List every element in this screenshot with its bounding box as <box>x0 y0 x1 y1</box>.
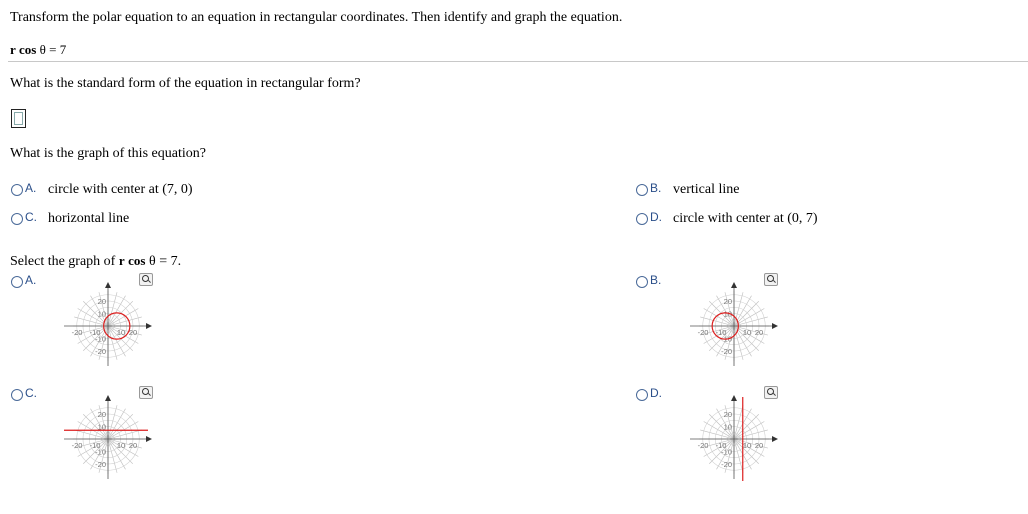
axis-tick-label: 20 <box>723 297 732 306</box>
axis-tick-label: 20 <box>754 328 764 337</box>
axis-tick-label: 10 <box>723 422 732 432</box>
axis-tick-label: 10 <box>742 441 752 450</box>
axis-tick-label: 20 <box>97 410 106 419</box>
graph-c[interactable] <box>60 393 156 483</box>
graph-a[interactable] <box>60 280 156 370</box>
graph-c-letter: C. <box>25 386 37 400</box>
graph-b[interactable] <box>686 280 782 370</box>
graph-d[interactable] <box>686 393 782 483</box>
polar-equation: r cos θ = 7 <box>10 42 67 57</box>
axis-tick-label: 20 <box>754 441 764 450</box>
question-prompt: Transform the polar equation to an equation in rectangular coordinates. Then identify and graph the equation. <box>10 10 623 25</box>
axis-tick-label: -20 <box>95 460 106 469</box>
axis-tick-label: 10 <box>723 309 732 319</box>
axis-tick-label: -10 <box>89 441 101 450</box>
graph-b-radio[interactable] <box>636 276 648 288</box>
choice-d-text[interactable]: circle with center at (0, 7) <box>673 211 818 226</box>
axis-tick-label: 10 <box>742 328 752 337</box>
graph-a-letter: A. <box>25 273 37 287</box>
graph-a-radio[interactable] <box>11 276 23 288</box>
axis-tick-label: -10 <box>95 334 106 344</box>
axis-tick-label: 20 <box>723 410 732 419</box>
axis-tick-label: 10 <box>116 328 126 337</box>
choice-b-text[interactable]: vertical line <box>673 182 740 197</box>
part1-prompt: What is the standard form of the equation in rectangular form? <box>10 76 361 91</box>
axis-tick-label: -10 <box>721 334 732 344</box>
choice-a-text[interactable]: circle with center at (7, 0) <box>48 182 193 197</box>
polar-grid-b <box>686 280 782 370</box>
graph-d-radio[interactable] <box>636 389 648 401</box>
choice-a-letter: A. <box>25 181 37 195</box>
axis-tick-label: -10 <box>715 441 727 450</box>
choice-c-text[interactable]: horizontal line <box>48 211 130 226</box>
choice-b-radio[interactable] <box>636 184 648 196</box>
graph-c-radio[interactable] <box>11 389 23 401</box>
axis-tick-label: 20 <box>97 297 106 306</box>
graph-b-letter: B. <box>650 273 662 287</box>
axis-tick-label: -20 <box>71 328 83 337</box>
axis-tick-label: -20 <box>721 460 732 469</box>
part3-prompt: Select the graph of r cos θ = 7. <box>10 253 182 269</box>
axis-tick-label: 10 <box>116 441 126 450</box>
axis-tick-label: -20 <box>71 441 83 450</box>
rectangular-form-answer-input[interactable] <box>11 109 26 128</box>
axis-tick-label: -10 <box>715 328 727 337</box>
axis-tick-label: 20 <box>128 328 138 337</box>
axis-tick-label: 20 <box>128 441 138 450</box>
choice-d-radio[interactable] <box>636 213 648 225</box>
divider <box>8 61 1028 62</box>
axis-tick-label: -20 <box>697 441 709 450</box>
polar-grid-a <box>60 280 156 370</box>
axis-tick-label: -20 <box>721 347 732 356</box>
polar-grid-d <box>686 393 782 483</box>
axis-tick-label: -10 <box>95 447 106 457</box>
axis-tick-label: -20 <box>697 328 709 337</box>
axis-tick-label: -10 <box>89 328 101 337</box>
choice-a-radio[interactable] <box>11 184 23 196</box>
choice-d-letter: D. <box>650 210 662 224</box>
axis-tick-label: -10 <box>721 447 732 457</box>
choice-b-letter: B. <box>650 181 662 195</box>
choice-c-letter: C. <box>25 210 37 224</box>
axis-tick-label: 10 <box>97 422 106 432</box>
axis-tick-label: 10 <box>97 309 106 319</box>
axis-tick-label: -20 <box>95 347 106 356</box>
choice-c-radio[interactable] <box>11 213 23 225</box>
part2-prompt: What is the graph of this equation? <box>10 146 206 161</box>
graph-d-letter: D. <box>650 386 662 400</box>
polar-grid-c <box>60 393 156 483</box>
